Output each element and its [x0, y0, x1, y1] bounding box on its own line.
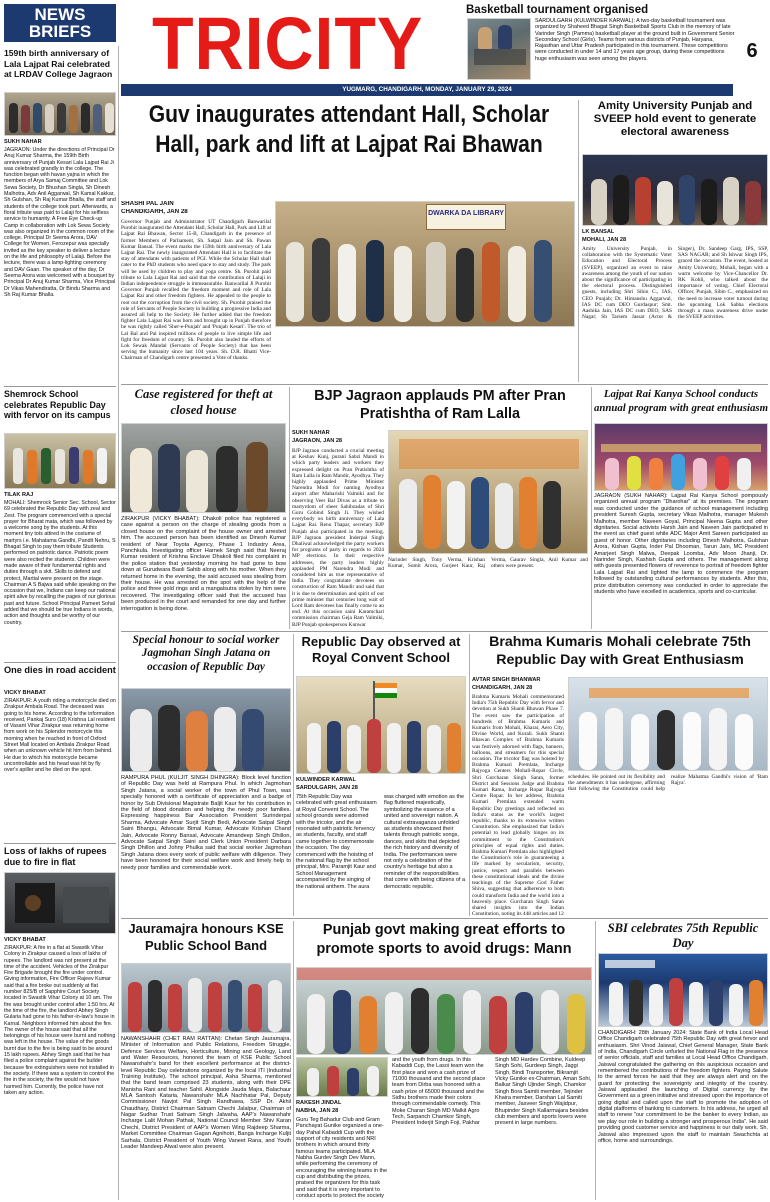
dateline-bar — [121, 84, 733, 96]
lead-byline-2: CHANDIGARH, JAN 28 — [121, 209, 188, 215]
jatana-photo — [121, 688, 291, 772]
sbi-headline: SBI celebrates 75th Republic Day — [607, 921, 759, 950]
bjp-byline-1: SUKH NAHAR — [292, 430, 330, 436]
theft-body: ZIRAKPUR (VICKY BHABAT): Dhakoli police has registered a case against a person on the charge of stealing goods from a closed house on the complaint of the house owner and arrested him. The accused person has been identified as Dinesh Kumar resident of Near Toyota Agency, Phase 1 Industry Area, Panchkula. Investigating officer Harnek Singh said that Neeraj Kumar resident of Krishna Enclave Dhakoli filed his complaint in the police station that yesterday morning he had gone to bow down at Gurudwara Baoli Sahib along with his mother. When they returned home in the evening, the said accused was stealing from their house. He was arrested on the spot with the help of the police and three gold rings and a mangalsutra stolen by him were recovered. The investigating officer said that the accused has been produced in the court and remanded for one day and further interrogation is being done. — [121, 516, 286, 612]
sbi-photo — [598, 953, 768, 1027]
amity-headline: Amity University Punjab and SVEEP hold event to generate electoral awareness — [593, 100, 757, 138]
convent-byline-1: KULWINDER KARWAL — [296, 777, 356, 783]
brief-4-headline: Loss of lakhs of rupees due to fire in flat — [4, 846, 107, 867]
drugs-body-b: and the youth from drugs. In this Kabaddi Cup, the Lasoi team won the first place and won a cash prize of 71000 thousand and the second place team from Dirba was honored with a cash prize of 65000 thousand and the Sidhu brothers made their colors through commendable comedy. This Moke Charan Singh MD Malkit Agro Tech, Sarpanch Chamkor Singh, President Inderjit Singh Foji, Pakhar Singh MD Hardev Combine, Kuldeep Singh Sohi, Gurdeep Singh, Jaggi Singh, Bindi Transporter, Bikramjit Vicky Gunike ex-Chairman, Aman Sohi, Balkar Singh Ujinder Singh, Chamkor Singh Bora Samiti member, Tejinder Khaira member, Darshan Lal Samiti member, Jasveer Singh Wajidpur, Bhupinder Singh Kallarmajara besides club members and sports lovers were present in large numbers. — [392, 1057, 592, 1127]
kanya-photo — [594, 423, 768, 491]
lead-photo-sign: DWARKA DA LIBRARY — [428, 210, 504, 217]
drugs-photo — [296, 967, 592, 1055]
bjp-body-b: Narinder Singh, Tony Verma, Krishan Kumar, Sumit Arora, Gurjeet Kaur, Raj Verma, Gaurav Singla, Anil Kumar and others were present. — [388, 557, 588, 570]
masthead-logo: TRICITY — [152, 6, 424, 82]
brief-4-photo — [4, 872, 116, 934]
news-briefs-label: NEWS BRIEFS — [28, 5, 92, 41]
amity-body: Amity University Punjab, in collaboration with the Systematic Voter Education and Electoral Process (SVEEP), organized an event to raise awareness among the youth of our nation about the significance of participating in the electoral process. Distinguished guests, including Shri Sibin C., IAS, CEO Punjab; Dr. Himanshu Aggarwal, IAS DC cum DEO Gurdaspur; Smt. Aashika Jain, IAS DC cum DEO, SAS Nagar; Sh Tarsem Jassar (Actor & Singer), Dr. Sandeep Garg, IPS, SSP, SAS NAGAR; and Sh Ishwar Singh IPS, graced the occasion. The event, hosted at Amity University, Mohali, began with a warm welcome by Vice-Chancellor Dr. RK Kohli, who talked about the importance of voting. Chief Electoral Officer, Punjab, Sibin C., emphasized on the need to increase voter turnout during the upcoming Lok Sabha elections through a mass awareness drive under the SVEEP activities. — [582, 246, 768, 321]
brahma-body-b: schedules. He pointed out its flexibility and the amendments it has undergone, affirming that following the Constitution could help realize Mahatma Gandhi's vision of 'Ram Rajya'. — [568, 774, 768, 793]
theft-photo — [121, 423, 286, 513]
convent-body: 75th Republic Day was celebrated with great enthusiasm at Royal Convent School. The school grounds were adorned with the tricolor, and the air resonated with patriotic fervency as students, faculty, and staff came together to commemorate the occasion. The day commenced with the hoisting of the national flag by the school principal, Mrs. Paramjit Kaur and School Management accompanied by the singing of the national anthem. The aura was charged with emotion as the flag fluttered majestically, symbolizing the essence of a united and sovereign nation. A cultural extravaganza unfolded as students showcased their talents through patriotic songs, dances, and skits that depicted the rich history and diversity of India. The performances were not only a celebration of the country's heritage but also a reminder of the responsibilities that come with being citizens of a democratic republic. — [296, 794, 466, 890]
lead-photo — [275, 201, 575, 327]
amity-photo — [582, 154, 768, 226]
drugs-byline-2: NABHA, JAN 28 — [296, 1108, 339, 1114]
brief-4-byline: VICKY BHABAT — [4, 937, 46, 943]
basketball-photo — [467, 18, 531, 80]
sbi-body: CHANDIGARH: 28th January 2024: State Bank of India Local Head Office Chandigarh celebrated 75th Republic Day with great fervor and enthusiasm. Shri Vinod Jaiswal, Chief General Manager, State Bank of India, Chandigarh Circle unfurled the National Flag in the presence of senior officials, staff and families at Local Head Office Chandigarh. Jaiswal congratulated the gathering on this auspicious occasion and remembered the contributions of the freedom fighters. Paying Salute to the armed forces he said that they are always alert and on the guard for protecting the sovereignty and integrity of the country. Jaiswal applauded the launching of Digital currency by the Government as a green initiative and stressed upon the importance of going digital and called upon the staff to promote the adoption of digital platforms of banking to customers. In his address, he urged all staff to renew "our commitment to be the banker to every Indian, as we play our role in building a stronger and prosperous India". He said providing good customer service and happiness is our daily work. Sh. Jaiswal also impressed upon the staff to maintain Swachchta at office, home and surroundings. — [598, 1030, 768, 1144]
lead-byline-1: SHASHI PAL JAIN — [121, 201, 174, 207]
bjp-photo — [388, 430, 588, 554]
brief-2-photo — [4, 433, 116, 489]
brief-1-byline: SUKH NAHAR — [4, 139, 42, 145]
brief-3-byline: VICKY BHABAT — [4, 690, 46, 696]
top-brief-body: SARDULGARH (KULWINDER KARWAL): A two-day basketball tournament was organized by Shaheed Bhagat Singh Basketball Sports Club in the memory of late Varinder Singh (Pamma) basketball player at the ground built in Government Senior Secondary School (Girls). Teams from various districts of Punjab, Haryana, Rajasthan and Uttar Pradesh participated in this tournament. These competitions were conducted in under 14 and 17 years age group, during these competitions huge enthusiasm was seen among the players. — [535, 18, 735, 62]
brief-3-headline: One dies in road accident — [4, 665, 116, 675]
convent-headline: Republic Day observed at Royal Convent School — [301, 634, 461, 665]
brahma-photo — [568, 677, 768, 771]
brahma-headline: Brahma Kumaris Mohali celebrate 75th Republic Day with Great Enthusiasm — [489, 634, 751, 668]
drugs-photo-2 — [296, 1057, 388, 1097]
theft-headline: Case registered for theft at closed house — [134, 387, 273, 417]
brief-2-body: MOHALI: Shemrock Senior Sec. School, Sector 69 celebrated the Republic Day with zeal and Zest. The program commenced with a special prayer for Bharat mata, which was followed by a welcome song by the students. At this moment tiny tots attired in the costume of martyrs i.e. Mahatama Gandhi, Pandit Nehru, S Bhagat Singh to pay them tribute Students performed on patriotic dance. Patriotic poem were also recited the students. Children were made aware of their fundamental rights and duties through a skit. Skills to defend and protect, Martial were present on the stage. Chairman A S Bajwa said while speaking on the occasion that we, Indians can keep our national spirit alive by recalling the pages of our glorious past and future. School Principal Pameet Sohal added that we should be true Indians in words, action and thoughts and be worthy of our country. — [4, 500, 116, 626]
brahma-byline-1: AVTAR SINGH BHANWAR — [472, 677, 541, 683]
brahma-byline-2: CHANDIGARH, JAN 28 — [472, 685, 533, 691]
lead-headline: Guv inaugurates attendant Hall, Scholar Hall, park and lift at Lajpat Rai Bhawan — [148, 101, 550, 158]
kanya-body: JAGRAON (SUKH NAHAR): Lajpat Rai Kanya School pompously organized annual program "Dharohar" at its premises. The program was conducted under the guidance of school management including president Suresh Gupta, secretary Vikas Malhotra, manager Mukesh Malhotra, member Naveen Goyal, Principal Neena Gupta and other dignitaries. Social activists Harsh Jain and Naveen Jain participated in the event as chief guest while ADC Major Amit Sareen participated as guest of honor. Other dignitaries including Dinesh Malhotra, Gulshan Arora, Kishan Gupta, Inder Pal Dhooman, Tarun Jain, MC President Amarjeet Singh Malwa, Deepak Loomba, Adv Moon Jhanji, Dr. Narinder Singh, Kashish Gupta and others. The management along with guests presented flowers of reverence to portrait of freedom fighter Lala Lajpat Rai and lighted the lamp to commence the program followed by outstanding cultural performances by students. After this, prize distribution ceremony was conducted in order to appreciate the students who have excelled in academics, sports and co-curricular. — [594, 493, 768, 596]
drugs-byline-1: RAKESH JINDAL — [296, 1100, 342, 1106]
drugs-body-a: Guru Teg Bahadur Club and Gram Panchayat Gunike organized a one-day Pahal Kabaddi Cup with the support of city residents and NRI brothers in which around thirty famous teams participated. MLA Nabha Gurdev Singh Dev Mann, while performing the ceremony of encouraging the winning teams in the cup and distributing the prizes, praised the organizers for this task and said that it is very important to conduct sports to protect the society — [296, 1117, 388, 1200]
kanya-headline: Lajpat Rai Kanya School conducts annual program with great enthusiasm — [594, 388, 768, 414]
brief-1-headline: 159th birth anniversary of Lala Lajpat Rai celebrated at LRDAV College Jagraon — [4, 48, 113, 79]
bjp-byline-2: JAGRAON, JAN 28 — [292, 438, 343, 444]
top-brief-headline: Basketball tournament organised — [466, 4, 649, 16]
jatana-headline: Special honour to social worker Jagmohan Singh Jatana on occasion of Republic Day — [132, 634, 280, 673]
news-briefs-box — [4, 4, 116, 42]
jauramajra-body: NAWANSHAHR (CHET RAM RATTAN): Chetan Singh Jauramajra, Minister of Information and Public Relations, Freedom Struggle, Defence Services Welfare, Horticulture, Mining and Geology, Land and Water Resources, honored the team of KSE Public School Nawanshahr's band for their excellent performance at the district-level Republic Day celebrations organized by the local ITI (Industrial Training Institute). The school principal, Asha Sharma, mentioned that the band team comprised 23 students, along with their DPE Manisha Rani and teacher Sahil. Alongside Jauda Majra, Balachaur MLA Santosh Kataria, Nawanshahr MLA Nachhatar Pal, Deputy Commissioner Navjot Pal Singh Randhawa, SSP Dr. Akhil Chaudhary, District Chairman Satnam Chechi Jalalpur, Chairman of Nagar Sudhar Trust Satnam Singh Jalwaha, AAP's Nawanshahr Incharge Lalit Mohan Pathak, National Council Member Shiv Karan Chechi, District President of AAP's Women Wing Rajdeep Sharma, Market Committee Chairman Gagan Agnihotri, Banga Incharge Kuljit Sarhala, District President of Youth Wing Vaneet Rana, and Youth Leader Mandeep Atwal were also present. — [121, 1036, 291, 1150]
brief-1-photo — [4, 92, 116, 136]
convent-byline-2: SARDULGARH, JAN 28 — [296, 785, 358, 791]
jauramajra-headline: Jauramajra honours KSE Public School Band — [128, 921, 284, 953]
brief-3-body: ZIRAKPUR: A youth riding a motorcycle died on Zirakpur Ambala Road. The deceased was going to his home. According to the information received, Pankaj Suro (18) Krishna Lal resident of Vasant Vihar Zirakpur was returning home from work on his Splendor motorcycle this morning when he reached in front of Oxford Street Mall located on Ambala Zirakpur Road when an unknown vehicle hit him from behind. He due to which his motorcycle became uncontrollable and his head was hit by fly over's apiller and he died on the spot. — [4, 698, 116, 774]
lead-body-b — [275, 329, 575, 381]
dateline: YUGMARG, CHANDIGARH, MONDAY, JANUARY 29, 2024 — [342, 86, 512, 93]
convent-photo — [296, 676, 466, 774]
drugs-headline: Punjab govt making great efforts to promote sports to avoid drugs: Mann — [316, 922, 572, 957]
jatana-body: RAMPURA PHUL (KULJIT SINGH DHINGRA): Block level function of Republic Day was held at Rampura Phul. In which Jagmohan Singh Jatana, a social worker of the town of Phul Town, was specially honored with a certificate of appreciation and a badge of honor by Sub Divisional Magistrate Baljit Kaur for his contribution in the field of blood donation and helping the needy poor families. Expressing happiness Bar Association President Surinderpal Sharma, Advocate Amar Surjit Singh Bedi, Advocate Satpal Singh Saini Bhangu, Advocate Bimal Kumar, Advocate Krishan Chand Jain, Advocate Ronny Bansal, Advocate Amandeep Singh Dhillon, Advocate Satpal Singh Saini and Clerk Union President Darbara Singh Dhillon and Johny Phulka said that social worker Jagmohan Singh Jatana does every work of public welfare with diligence. They have been honored for their social welfare work and timely help to needy poor families and commendable work. — [121, 775, 291, 871]
amity-byline-2: MOHALI, JAN 28 — [582, 237, 627, 243]
brahma-body-a: Brahma Kumaris Mohali commemorated India's 75th Republic Day with fervor and devotion at Sukh Shanti Bhawan Phase 7. The event saw the participation of hundreds of Brahma Kumaris and Kumaris from Mohali, Kharar, Aero City, Divine World, and Kurali. Sukh Shanti Bhawan Complex of Brahma Kumaris was festively adorned with flags, banners, balloons, and streamers for this special occasion. The tricolor flag was hoisted by Brahma Kumari Premlata, Incharge Rajyoga Centers Mohali-Ropar Circle, Shri Gurcharan Singh Saran, former District and Sessions Judge and Brahma Kumari Rama, Incharge Ropar Rajyoga Centre Ropar. In her address, Brahma Kumari Premlata extended warm Republic Day greetings and reflected on India's status as the world's largest republic, thanks to its extensive written Constitution. She emphasized that India's potential to lead globally hinges on its commitment to the Constitution's principles of equal rights and duties. Brahma Kumari Premlata also highlighted the Constitution's role in guaranteeing a life marked by secularism, security, justice, respect and parallels between these constitutional ideals and the divine teachings of the Supreme God Father Shiva, suggesting that adherence to both could transform India and the world into a heavenly place. Gurcharan Singh Saran shared insights into the Indian Constitution, noting its 448 articles and 12 — [472, 694, 564, 916]
bjp-headline: BJP Jagraon applauds PM after Pran Pratishtha of Ram Lalla — [314, 388, 566, 422]
amity-byline-1: LK BANSAL — [582, 229, 615, 235]
brief-1-body: JAGRAON: Under the directions of Principal Dr Anuj Kumar Sharma, the 159th Birth anniversary of Punjab Kesari Lala Lajpat Rai Ji was celebrated grandly in the college. The function began with havan yajna in which the members of Arya Samaj Committee and Lok Sewa Society, Dr Bhushan Singla, Sh Dinesh Malhotra, Adv Anil Aggarwal, Sh Kamal Kakkar, Sh Gulshan, Sh Raj Kumar Bhalla, the staff and students of the college took part. Afterwards, a floral tribute was paid to Lalaji for his selfless service to humanity. A Free Eye Check-up Camp in collaboration with Lok Sewa Society was also organized in the common room of the college. Principal Dr Seema Arora, DAV College for Women, Ferozepur was specially invited as the key speaker to deliver a lecture on the life and philosophy of Lalaji. Before the lecture, there was a lamp-lighting ceremony and DAV Gaan. The speaker of the day, Dr Seema Arora was welcomed with a bouquet by Principal Dr Anuj Kumar Sharma, Vice Principal Dr Vikas Mahendiratta, Dr Bindu Sharma and Sh Raj Kumar Bhalla. — [4, 147, 116, 298]
brief-4-body: ZIRAKPUR: A fire in a flat at Swastik Vihar Colony in Zirakpur caused a loss of lakhs of rupees. The landlord was not present at the time of the accident. Vehicles of the Zirakpur Fire Brigade brought the fire under control. Giving information, Fire Officer Rajeev Kumar said that a fire broke out suddenly at flat number 825/B of Sapphire Court Society located in Swastik Vihar Colony at 10 am. The fire was brought under control after 1:50 hrs. At the time of the fire, the landlord Abhey Singh Gularia had gone to his father-in-law's house in Karnal. Neighbors informed him about the fire. The owner of the house said that all the belongings of his house were burnt and nothing was left in the house. The value of the goods burnt due to the fire is being said to be around 15 lakh rupees. Abhey Singh said that he has filed a police complaint against the builder because fire extinguishers were not installed in the society. If there was a system to control the fire in the society, the fire would not have harmed him. Currently, the police have not taken any action. — [4, 945, 116, 1096]
bjp-body-a: BJP Jagraon conducted a crucial meeting at Keshav Kunj, purani Sabzi Mandi in which party leaders and workers they expressed delight on Pran Pratishtha of Ram Lalla in Ram Mandir, Ayodhya. They highly applauded Prime Minister Narendra Modi for naming Ayodhya airport after Maharishi Valmiki and for observing Veer Bal Divas as a tribute to martyrdom of sheer Sahibzadas of Shri Guru Gobind Singh Ji. They wished everybody on birth anniversary of Lala Lajpat Rai. Renu Thapar, secretary BJP Punjab also participated in the meeting. BJP Jagraon president Inderpal Singh Dhaliwal acknowledged the party workers for programs of party in regards to 2024 MP elections. In their respective addresses, the party leaders highly applauded PM Narendra Modi and considered him as true representative of India. They congratulate devotees on construction of Ram Mandir and said that it is due to determination and spirit of our prime minister that centuries long wait of Lord Ram devotees has finally come to an end. At this occasion saini Karamchari commission chairman Geja Ram Valmiki, BJP Punjab spokesperson Kunwar — [292, 448, 384, 628]
jauramajra-photo — [121, 963, 291, 1033]
brief-2-headline: Shemrock School celebrates Republic Day with fervor on its campus — [4, 389, 111, 420]
page-number: 6 — [746, 40, 758, 62]
brief-2-byline: TILAK RAJ — [4, 492, 34, 498]
lead-body-a: Governor Punjab and Administrator UT Chandigarh Banwarilal Purohit inaugurated the Attendant Hall, Scholar Hall, Park and Lift at Lajpat Rai Bhawan, Sector 15-B, Chandigarh in the presence of former Members of Parliament, Sh. Satpal Jain and Sh. Pawan Kumar Bansal. The event marks the 159th birth anniversary of Lala Lajpat Rai. The newly inaugurated Attendant Hall is to facilitate the stay of attendants with patients of PGI. While the Scholar Hall shall cater to the PhD students who need space to stay and study. The park will be used by children to play and yoga centre. Sh. Purohit paid tribute to Lala Lajpat Rai and said that the contribution of Lalaji in Indian independence struggle is immeasurable. Banwarilal Ji Purohit Governor Punjab recalled the freedom moment and role of Lala Lajpat Rai and other freedom fighters. He appealed to the people to root out the corruption from the civil society. Sh. Purohit praised the role of Servants of People Society in building a progressive India and assured all help to the Society. He further added that the freedom fighter Lala Lajpat Rai was born and brought up in Punjab therefore he was rightly called 'Sher-e-Punjab' and 'Punjab Kesari'. The trio of Lal Bal and Pal inspired millions of people to live simple life and fight for freedom of country. Sh. Purohit also lauded the efforts of Lok Sewak Mandal (Servants of People Society) that has been serving the humanity since last 104 years. Sh. D.R. Bhatti Vice-Chairman of Chandigarh centre presented a Vote of thanks. — [121, 219, 271, 362]
